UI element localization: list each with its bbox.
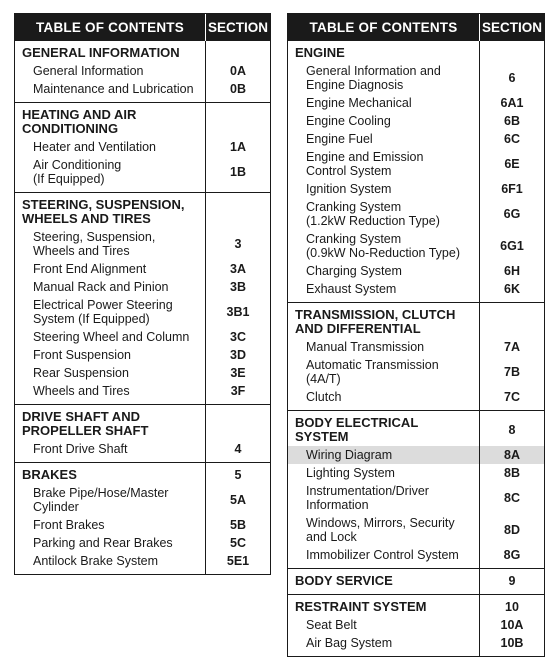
toc-entry[interactable] (15, 80, 270, 98)
toc-entry[interactable] (288, 616, 544, 634)
toc-entry[interactable] (15, 228, 270, 260)
toc-entry[interactable] (288, 464, 544, 482)
entry-label: Air Bag System (306, 636, 393, 650)
toc-section (15, 404, 270, 462)
toc-entry[interactable] (288, 482, 544, 514)
section-number: 10 (505, 600, 519, 614)
entry-section-number: 7B (504, 365, 520, 379)
toc-entry[interactable] (15, 534, 270, 552)
entry-section-number: 6H (504, 264, 520, 278)
toc-entry[interactable] (288, 514, 544, 546)
entry-label: Engine and Emission Control System (306, 150, 424, 178)
toc-table-left (14, 13, 271, 575)
toc-entry[interactable] (288, 94, 544, 112)
entry-section-number: 3E (230, 366, 246, 380)
toc-entry[interactable] (288, 180, 544, 198)
entry-section-number: 6G1 (500, 239, 524, 253)
entry-label: Charging System (306, 264, 402, 278)
entry-label: Antilock Brake System (33, 554, 159, 568)
entry-section-number: 6C (504, 132, 520, 146)
entry-label: Parking and Rear Brakes (33, 536, 173, 550)
entry-label: Manual Transmission (306, 340, 425, 354)
entry-label: Cranking System (1.2kW Reduction Type) (306, 200, 440, 228)
entry-label: Windows, Mirrors, Security and Lock (306, 516, 455, 544)
entry-section-number: 5B (230, 518, 246, 532)
entry-section-number: 3F (230, 384, 246, 398)
entry-section-number: 3 (234, 237, 242, 251)
entry-section-number: 3C (230, 330, 246, 344)
entry-section-number: 4 (234, 442, 242, 456)
section-title-row[interactable] (288, 306, 544, 338)
entry-label: Rear Suspension (33, 366, 129, 380)
section-title: BODY SERVICE (295, 573, 393, 588)
entry-label: Engine Fuel (306, 132, 373, 146)
entry-section-number: 0A (230, 64, 246, 78)
section-title-row[interactable] (15, 106, 270, 138)
toc-section (288, 568, 544, 594)
entry-label: Engine Cooling (306, 114, 391, 128)
entry-label: Cranking System (0.9kW No-Reduction Type) (306, 232, 460, 260)
section-title-row[interactable] (15, 196, 270, 228)
toc-entry[interactable] (15, 156, 270, 188)
entry-label: Automatic Transmission (4A/T) (306, 358, 439, 386)
section-title: STEERING, SUSPENSION, WHEELS AND TIRES (22, 197, 185, 226)
entry-section-number: 6 (508, 71, 516, 85)
entry-section-number: 8G (503, 548, 521, 562)
toc-entry[interactable] (15, 346, 270, 364)
entry-section-number: 1A (230, 140, 246, 154)
toc-body-left (15, 41, 270, 574)
toc-entry[interactable] (288, 198, 544, 230)
toc-entry[interactable] (15, 296, 270, 328)
toc-entry[interactable] (288, 112, 544, 130)
entry-section-number: 6G (503, 207, 521, 221)
entry-label: Front Drive Shaft (33, 442, 128, 456)
toc-entry[interactable] (15, 278, 270, 296)
header-title: TABLE OF CONTENTS (15, 14, 206, 41)
toc-section (288, 41, 544, 302)
header-section: SECTION (481, 20, 542, 35)
section-title-row[interactable] (288, 44, 544, 62)
entry-section-number: 1B (230, 165, 246, 179)
entry-label: Ignition System (306, 182, 392, 196)
entry-label: Clutch (306, 390, 342, 404)
toc-entry[interactable] (288, 280, 544, 298)
section-title: BRAKES (22, 467, 77, 482)
toc-header (15, 14, 270, 41)
toc-entry[interactable] (288, 230, 544, 262)
toc-entry[interactable] (15, 484, 270, 516)
toc-entry[interactable] (288, 356, 544, 388)
entry-label: Front End Alignment (33, 262, 147, 276)
toc-entry[interactable] (15, 552, 270, 570)
toc-entry[interactable] (15, 440, 270, 458)
toc-table-right (287, 13, 545, 657)
section-number: 8 (508, 423, 516, 437)
entry-label: Manual Rack and Pinion (33, 280, 169, 294)
toc-entry[interactable] (288, 446, 544, 464)
toc-entry[interactable] (15, 138, 270, 156)
toc-entry[interactable] (288, 148, 544, 180)
toc-section (15, 192, 270, 404)
header-section: SECTION (207, 20, 268, 35)
section-title-row[interactable] (288, 414, 544, 446)
toc-header (288, 14, 544, 41)
entry-label: Front Brakes (33, 518, 105, 532)
entry-section-number: 8B (504, 466, 520, 480)
section-title-row[interactable] (15, 408, 270, 440)
entry-section-number: 7C (504, 390, 520, 404)
toc-entry[interactable] (288, 388, 544, 406)
entry-section-number: 3B (230, 280, 246, 294)
entry-section-number: 6B (504, 114, 520, 128)
entry-section-number: 5C (230, 536, 246, 550)
toc-entry[interactable] (15, 260, 270, 278)
header-title: TABLE OF CONTENTS (288, 14, 480, 41)
entry-section-number: 6F1 (501, 182, 523, 196)
entry-section-number: 10B (500, 636, 524, 650)
entry-section-number: 6A1 (500, 96, 524, 110)
section-title-row[interactable] (288, 572, 544, 590)
toc-body-right (288, 41, 544, 656)
toc-section (15, 41, 270, 102)
entry-section-number: 3D (230, 348, 246, 362)
entry-label: Heater and Ventilation (33, 140, 157, 154)
toc-section (15, 462, 270, 574)
entry-label: Seat Belt (306, 618, 357, 632)
entry-section-number: 5E1 (226, 554, 250, 568)
entry-label: Front Suspension (33, 348, 131, 362)
toc-entry[interactable] (15, 328, 270, 346)
section-title: RESTRAINT SYSTEM (295, 599, 427, 614)
toc-entry[interactable] (15, 382, 270, 400)
entry-section-number: 8C (504, 491, 520, 505)
entry-section-number: 6K (504, 282, 520, 296)
entry-label: Wiring Diagram (306, 448, 393, 462)
entry-section-number: 3A (230, 262, 246, 276)
entry-label: Wheels and Tires (33, 384, 130, 398)
section-title: DRIVE SHAFT AND PROPELLER SHAFT (22, 409, 149, 438)
entry-section-number: 3B1 (226, 305, 250, 319)
toc-entry[interactable] (288, 130, 544, 148)
section-title-row[interactable] (288, 598, 544, 616)
section-title: BODY ELECTRICAL SYSTEM (295, 415, 419, 444)
toc-entry[interactable] (288, 62, 544, 94)
entry-section-number: 8D (504, 523, 520, 537)
entry-section-number: 8A (504, 448, 520, 462)
entry-section-number: 7A (504, 340, 520, 354)
entry-label: Maintenance and Lubrication (33, 82, 194, 96)
toc-entry[interactable] (288, 634, 544, 652)
section-title: HEATING AND AIR CONDITIONING (22, 107, 137, 136)
entry-label: Exhaust System (306, 282, 397, 296)
toc-section (288, 410, 544, 568)
entry-label: Air Conditioning (If Equipped) (33, 158, 122, 186)
section-title-row[interactable] (15, 466, 270, 484)
section-title-row[interactable] (15, 44, 270, 62)
entry-label: Steering, Suspension, Wheels and Tires (33, 230, 156, 258)
entry-section-number: 5A (230, 493, 246, 507)
entry-label: Brake Pipe/Hose/Master Cylinder (33, 486, 169, 514)
entry-label: Steering Wheel and Column (33, 330, 190, 344)
entry-label: Immobilizer Control System (306, 548, 459, 562)
entry-label: Engine Mechanical (306, 96, 412, 110)
toc-entry[interactable] (15, 364, 270, 382)
toc-entry[interactable] (288, 338, 544, 356)
entry-label: General Information and Engine Diagnosis (306, 64, 441, 92)
toc-section (15, 102, 270, 192)
entry-section-number: 10A (500, 618, 524, 632)
toc-entry[interactable] (288, 262, 544, 280)
entry-section-number: 0B (230, 82, 246, 96)
toc-entry[interactable] (15, 62, 270, 80)
toc-section (288, 302, 544, 410)
section-number: 5 (234, 468, 242, 482)
entry-label: General Information (33, 64, 144, 78)
section-title: GENERAL INFORMATION (22, 45, 180, 60)
entry-label: Lighting System (306, 466, 395, 480)
entry-section-number: 6E (504, 157, 520, 171)
toc-entry[interactable] (15, 516, 270, 534)
section-title: ENGINE (295, 45, 345, 60)
entry-label: Electrical Power Steering System (If Equipped) (33, 298, 173, 326)
section-title: TRANSMISSION, CLUTCH AND DIFFERENTIAL (295, 307, 456, 336)
toc-section (288, 594, 544, 656)
section-number: 9 (508, 574, 516, 588)
toc-entry[interactable] (288, 546, 544, 564)
entry-label: Instrumentation/Driver Information (306, 484, 429, 512)
